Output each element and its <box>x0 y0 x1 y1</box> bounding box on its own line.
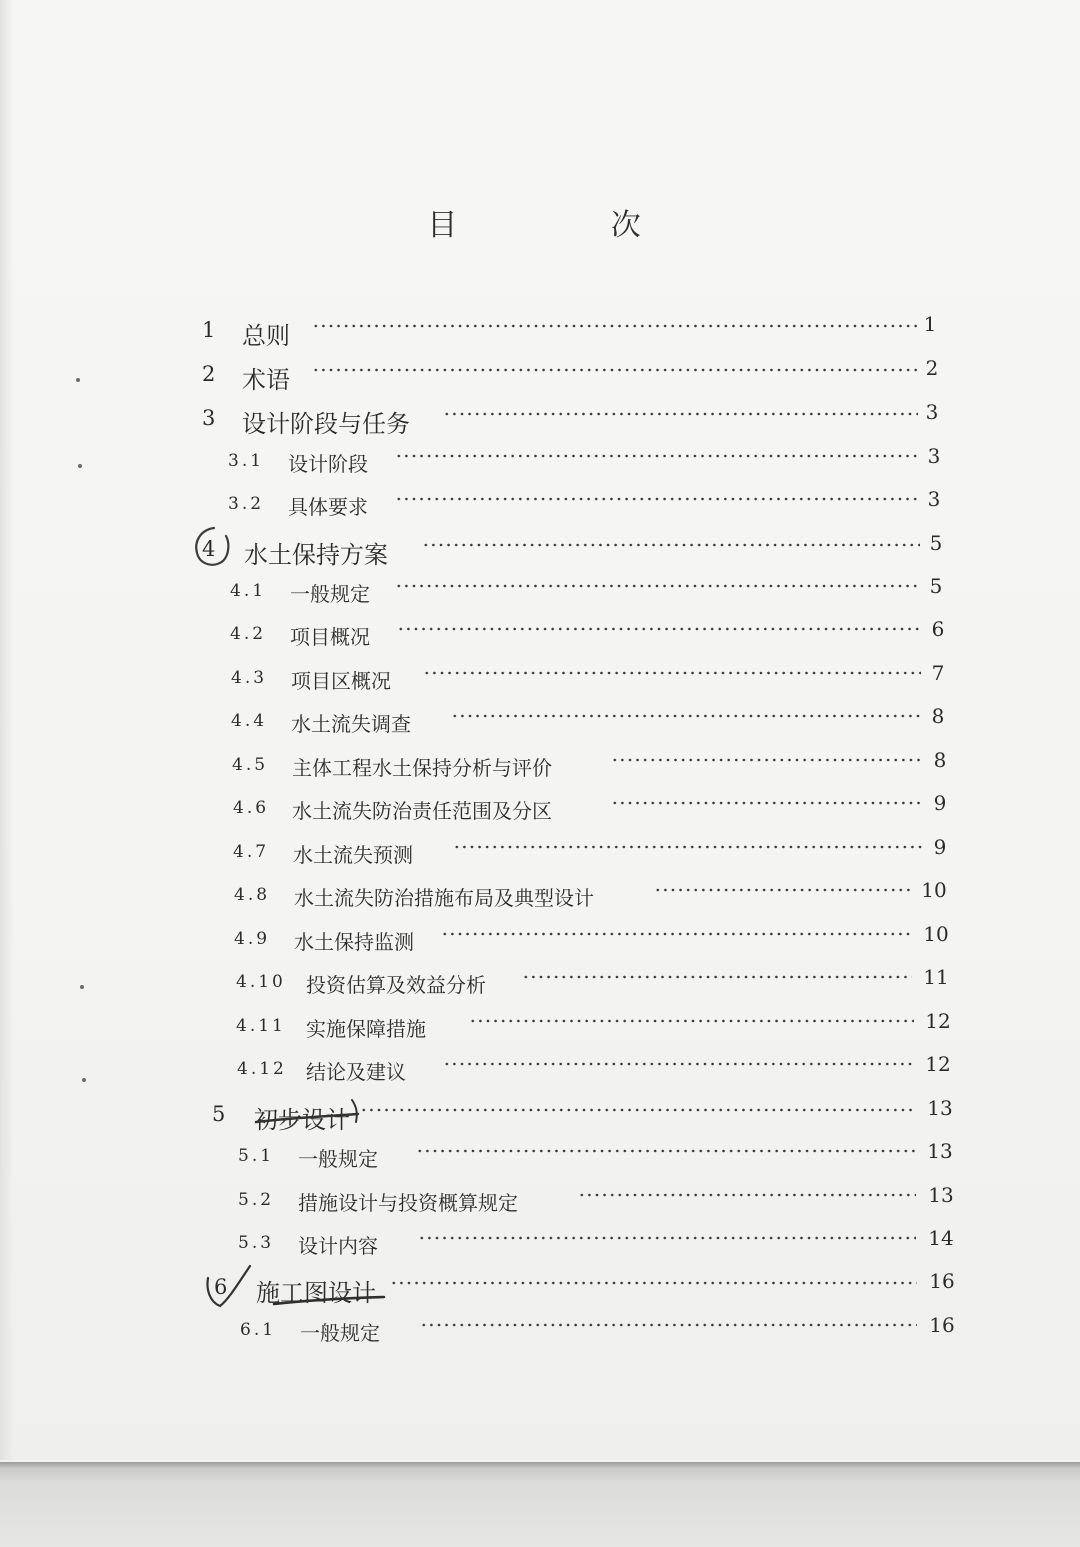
toc-entry-title: 总则 <box>242 322 290 350</box>
check-mark-chapter-6 <box>208 1266 251 1306</box>
toc-entry-title: 主体工程水土保持分析与评价 <box>292 756 552 780</box>
toc-entry-title: 项目区概况 <box>291 669 391 693</box>
toc-entry-title: 施工图设计 <box>256 1279 376 1307</box>
toc-entry-number: 2 <box>202 362 216 386</box>
toc-entry-title: 水土流失调查 <box>291 712 411 736</box>
toc-entry-title: 初步设计 <box>254 1106 350 1134</box>
toc-entry-title: 设计阶段 <box>288 452 368 476</box>
toc-entry-page-number: 16 <box>929 1269 955 1293</box>
toc-entry-page-number: 11 <box>923 965 949 989</box>
toc-entry-title: 水土流失防治措施布局及典型设计 <box>294 886 594 910</box>
toc-entry-title: 术语 <box>242 366 290 394</box>
toc-entry-title: 投资估算及效益分析 <box>306 973 486 997</box>
toc-entry-page-number: 7 <box>931 661 945 685</box>
toc-entry-title: 措施设计与投资概算规定 <box>298 1191 518 1215</box>
toc-entry-page-number: 8 <box>931 704 945 728</box>
toc-entry-page-number: 5 <box>929 531 943 555</box>
toc-entry-number: 4.7 <box>233 842 270 862</box>
toc-entry-page-number: 3 <box>925 400 939 424</box>
toc-entry-number: 4.3 <box>231 668 268 688</box>
toc-entry-title: 项目概况 <box>290 625 370 649</box>
toc-entry-number: 5.1 <box>238 1146 275 1166</box>
toc-entry-number: 4.12 <box>237 1059 287 1079</box>
toc-entry-page-number: 9 <box>933 835 947 859</box>
toc-entry-title: 水土保持监测 <box>294 930 414 954</box>
toc-entry-page-number: 12 <box>925 1052 951 1076</box>
toc-entry-title: 水土保持方案 <box>244 541 388 569</box>
toc-entry-number: 3.1 <box>228 451 265 471</box>
toc-entry-title: 结论及建议 <box>306 1060 406 1084</box>
toc-entry-number: 4.10 <box>236 972 286 992</box>
toc-entry-page-number: 13 <box>928 1183 954 1207</box>
toc-entry-page-number: 13 <box>927 1096 953 1120</box>
toc-entry-page-number: 10 <box>923 922 949 946</box>
toc-entry-title: 水土流失预测 <box>293 843 413 867</box>
toc-entry-title: 一般规定 <box>290 582 370 606</box>
page-title: 目 次 <box>427 208 713 243</box>
toc-entry-number: 4.5 <box>232 755 269 775</box>
toc-entry-page-number: 16 <box>929 1313 955 1337</box>
toc-entry-number: 6 <box>214 1275 228 1299</box>
toc-entry-number: 1 <box>202 318 216 342</box>
hook-mark-chapter-5 <box>352 1100 357 1122</box>
toc-entry-title: 一般规定 <box>298 1147 378 1171</box>
toc-entry-number: 4.2 <box>230 624 267 644</box>
toc-entry-page-number: 2 <box>925 356 939 380</box>
toc-entry-number: 5.2 <box>238 1190 275 1210</box>
toc-entry-page-number: 3 <box>927 444 941 468</box>
toc-entry-page-number: 8 <box>933 748 947 772</box>
toc-entry-page-number: 6 <box>931 617 945 641</box>
toc-entry-page-number: 3 <box>927 487 941 511</box>
toc-entry-number: 3 <box>202 406 216 430</box>
toc-entry-page-number: 14 <box>928 1226 954 1250</box>
toc-entry-number: 4.8 <box>234 885 271 905</box>
toc-entry-title: 水土流失防治责任范围及分区 <box>292 799 552 823</box>
toc-entry-number: 4.4 <box>231 711 268 731</box>
toc-entry-number: 4.1 <box>230 581 267 601</box>
toc-entry-page-number: 5 <box>929 574 943 598</box>
toc-entry-page-number: 1 <box>923 312 937 336</box>
toc-entry-number: 5.3 <box>238 1233 275 1253</box>
toc-entry-title: 一般规定 <box>300 1321 380 1345</box>
toc-entry-title: 实施保障措施 <box>306 1017 426 1041</box>
toc-entry-title: 设计内容 <box>298 1234 378 1258</box>
toc-entry-number: 4 <box>202 537 216 561</box>
toc-entry-number: 4.11 <box>236 1016 286 1036</box>
toc-entry-title: 设计阶段与任务 <box>242 410 410 438</box>
underline-chapter-6 <box>274 1297 384 1304</box>
toc-entry-number: 4.6 <box>233 798 270 818</box>
underline-chapter-5 <box>256 1114 358 1122</box>
toc-entry-number: 5 <box>212 1102 226 1126</box>
toc-entry-page-number: 12 <box>925 1009 951 1033</box>
toc-entry-number: 4.9 <box>234 929 271 949</box>
toc-entry-page-number: 10 <box>921 878 947 902</box>
toc-entry-title: 具体要求 <box>288 495 368 519</box>
toc-entry-number: 6.1 <box>240 1320 277 1340</box>
toc-entry-page-number: 9 <box>933 791 947 815</box>
toc-entry-page-number: 13 <box>927 1139 953 1163</box>
circle-mark-chapter-4 <box>196 528 228 565</box>
toc-entry-number: 3.2 <box>228 494 265 514</box>
